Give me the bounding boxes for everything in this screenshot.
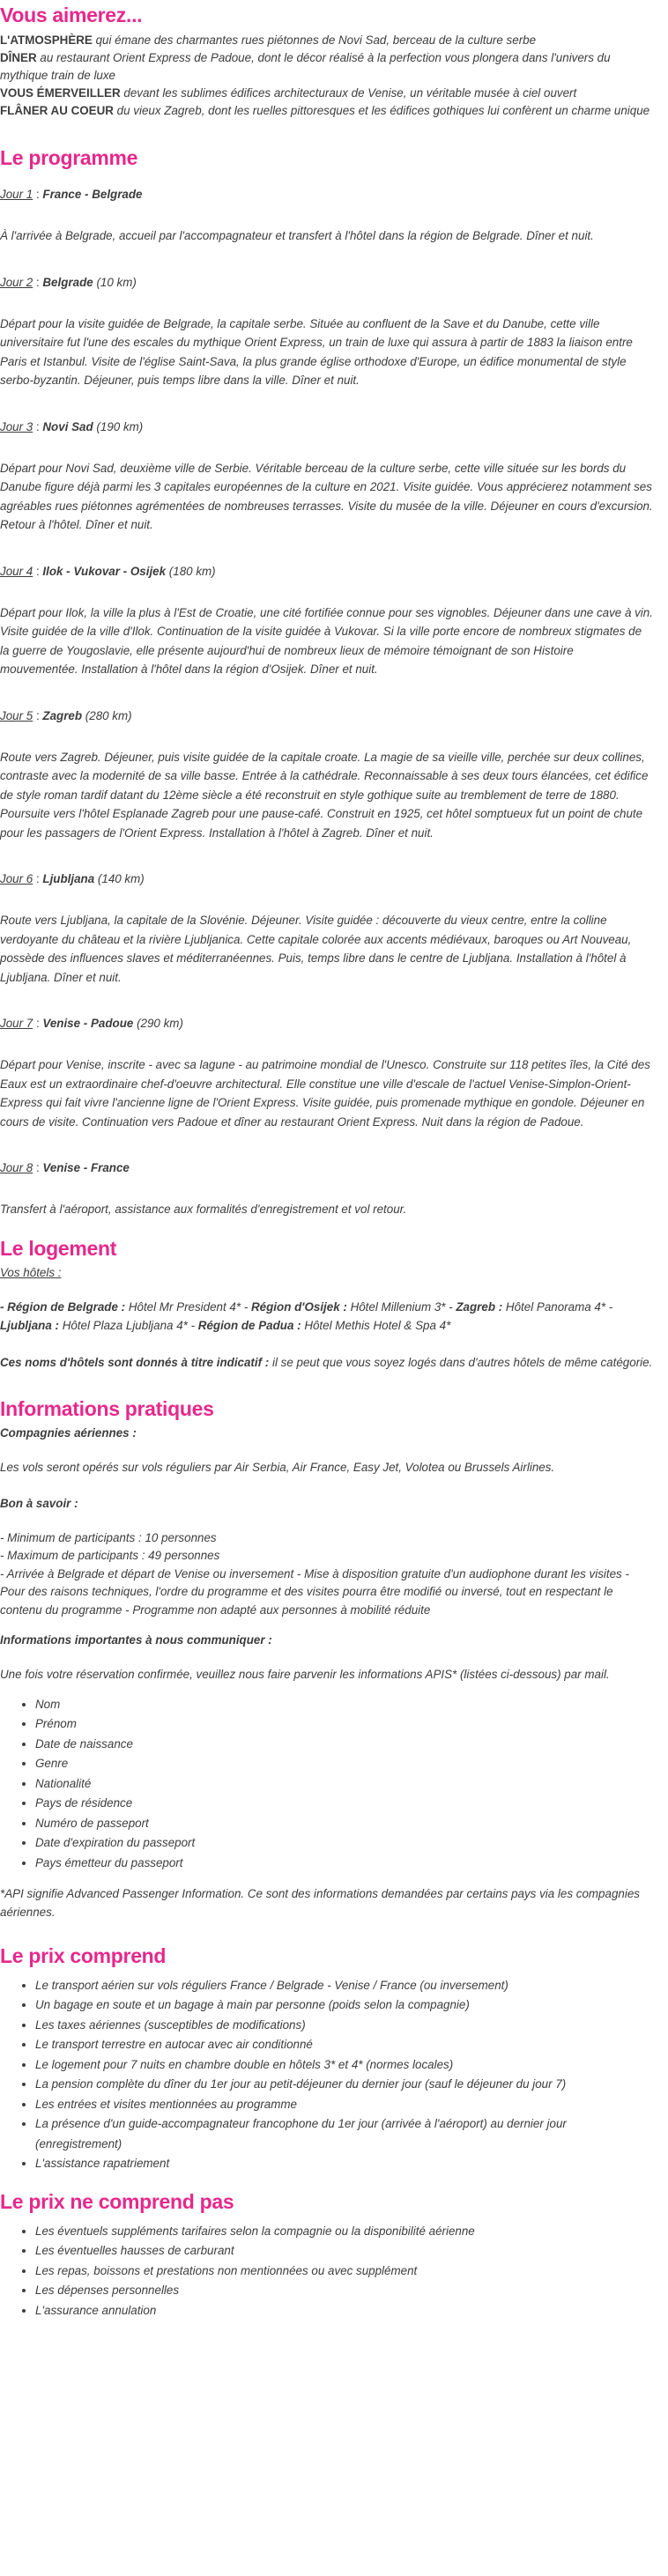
hotels-list	[0, 1299, 654, 1335]
list-item: • Les éventuels suppléments tarifaires selon la compagnie ou la disponibilité aérienne	[35, 2222, 654, 2242]
list-item: • Pays émetteur du passeport	[35, 1854, 654, 1874]
prix-ne-comprend-list	[0, 2222, 654, 2321]
list-item: • Les éventuelles hausses de carburant	[35, 2241, 654, 2261]
apis-list	[0, 1695, 654, 1874]
day-8	[0, 1159, 654, 1219]
day-number: Jour 2	[0, 275, 33, 289]
list-item: • La présence d'un guide-accompagnateur francophone du 1er jour (arrivée à l'aéroport) au dernier jour (enregistrement)	[35, 2114, 654, 2154]
hotel-region: Zagreb :	[452, 1300, 503, 1314]
list-item: • Genre	[35, 1754, 654, 1774]
day-text: Route vers Ljubljana, la capitale de la Slovénie. Déjeuner. Visite guidée : découverte du vieux centre, entre la colline verdoyante du château et la rivière Ljubljanica. Cette capitale colorée aux accents médiévaux, baroques ou Art Nouveau, possède des influences slaves et méditerranéennes. Puis, temps libre dans le centre de Ljubljana. Installation à l'hôtel à Ljubljana. Dîner et nuit.	[0, 914, 632, 984]
day-text: À l'arrivée à Belgrade, accueil par l'accompagnateur et transfert à l'hôtel dans la région de Belgrade. Dîner et nuit.	[0, 229, 594, 243]
prix-comprend-section	[0, 1944, 654, 2174]
day-number: Jour 3	[0, 419, 33, 433]
day-title: Jour 4 : Ilok - Vukovar - Osijek (180 km)	[0, 564, 216, 578]
hotel-name: Hôtel Methis Hotel & Spa 4*	[301, 1318, 451, 1332]
list-item: • Nom	[35, 1695, 654, 1715]
day-name: Novi Sad	[42, 419, 93, 433]
day-number: Jour 5	[0, 708, 33, 722]
day-4	[0, 563, 654, 679]
prix-ne-comprend-section	[0, 2190, 654, 2321]
intro-line	[0, 102, 654, 120]
list-item: • Les dépenses personnelles	[35, 2281, 654, 2301]
airlines-label: Compagnies aériennes :	[0, 1426, 137, 1440]
list-item: • Un bagage en soute et un bagage à main par personne (poids selon la compagnie)	[35, 1995, 654, 2016]
day-distance: (280 km)	[85, 708, 132, 722]
list-item: • Le transport aérien sur vols réguliers France / Belgrade - Venise / France (ou inversement)	[35, 1976, 654, 1996]
day-distance: (180 km)	[168, 564, 216, 578]
day-text: Départ pour Novi Sad, deuxième ville de Serbie. Véritable berceau de la culture serbe, cette ville située sur les bords du Danube figure déjà parmi les 3 capitales européennes de la culture en 2021. Visite guidée. Vous apprécierez notamment ses agréables rues piétonnes agrémentées de nombreuses terrasses. Visite du musée de la ville. Déjeuner en cours d'excursion. Retour à l'hôtel. Dîner et nuit.	[0, 461, 653, 532]
day-7	[0, 1015, 654, 1131]
day-name: Belgrade	[42, 275, 93, 289]
intro-line-text: qui émane des charmantes rues piétonnes de Novi Sad, berceau de la culture serbe	[92, 33, 537, 47]
day-text: Transfert à l'aéroport, assistance aux formalités d'enregistrement et vol retour.	[0, 1203, 407, 1217]
apis-note: *API signifie Advanced Passenger Information. Ce sont des informations demandées par certains pays via les compagnies aériennes.	[0, 1887, 640, 1919]
day-title: Jour 7 : Venise - Padoue (290 km)	[0, 1017, 183, 1031]
list-item: • Le transport terrestre en autocar avec air conditionné	[35, 2035, 654, 2055]
day-number: Jour 7	[0, 1017, 33, 1031]
day-5	[0, 707, 654, 843]
day-distance: (190 km)	[96, 419, 144, 433]
day-text: Départ pour la visite guidée de Belgrade, la capitale serbe. Située au confluent de la Save et du Danube, cette ville universitaire fut l'une des escales du mythique Orient Express, un train de luxe qui assura à partir de 1883 la liaison entre Paris et Istanbul. Visite de l'église Saint-Sava, la plus grande église orthodoxe d'Europe, un édifice monumental de style serbo-byzantin. Déjeuner, puis temps libre dans la ville. Dîner et nuit.	[0, 316, 633, 388]
infos-title: Informations pratiques	[0, 1396, 214, 1420]
day-6	[0, 870, 654, 987]
programme-title: Le programme	[0, 145, 138, 169]
hotel-region: Région d'Osijek :	[248, 1300, 347, 1314]
list-item: • Les entrées et visites mentionnées au programme	[35, 2095, 654, 2115]
day-name: Ilok - Vukovar - Osijek	[42, 564, 167, 578]
intro-line-text: du vieux Zagreb, dont les ruelles pittoresques et les édifices gothiques lui confèrent un charme unique	[113, 103, 650, 117]
hotel-name: Hôtel Millenium 3* -	[346, 1300, 453, 1314]
day-title: Jour 2 : Belgrade (10 km)	[0, 275, 137, 289]
day-title: Jour 8 : Venise - France	[0, 1161, 130, 1175]
intro-list	[0, 32, 654, 120]
list-item: • Les repas, boissons et prestations non mentionnées ou avec supplément	[35, 2261, 654, 2282]
day-title: Jour 3 : Novi Sad (190 km)	[0, 419, 144, 433]
intro-line	[0, 49, 654, 85]
intro-line	[0, 32, 654, 49]
prix-ne-comprend-title: Le prix ne comprend pas	[0, 2189, 234, 2213]
day-title: Jour 6 : Ljubljana (140 km)	[0, 872, 145, 886]
day-text: Départ pour Venise, inscrite - avec sa lagune - au patrimoine mondial de l'Unesco. Construite sur 118 petites îles, la Cité des Eaux est un extraordinaire chef-d'oeuvre architectural. Elle constitue une ville d'escale de l'actuel Venise-Simplon-Orient-Express qui fait vivre l'ancienne ligne de l'Orient Express. Visite guidée, puis promenade mythique en gondole. Déjeuner en cours de visite. Continuation vers Padoue et dîner au restaurant Orient Express. Nuit dans la région de Padoue.	[0, 1058, 650, 1129]
day-number: Jour 8	[0, 1161, 33, 1175]
day-text: Route vers Zagreb. Déjeuner, puis visite guidée de la capitale croate. La magie de sa vieille ville, perchée sur deux collines, contraste avec la modernité de sa ville basse. Entrée à la cathédrale. Reconnaissable à ses deux tours élancées, cet édifice de style roman tardif datant du 12ème siècle a été reconstruit en style gothique suite au tremblement de terre de 1880. Poursuite vers l'hôtel Esplanade Zagreb pour une pause-café. Construit en 1925, cet hôtel somptueux fut un point de chute pour les passagers de l'Orient Express. Installation à l'hôtel à Zagreb. Dîner et nuit.	[0, 750, 649, 840]
day-name: Venise - France	[42, 1161, 130, 1175]
day-2	[0, 274, 654, 390]
prix-comprend-title: Le prix comprend	[0, 1944, 167, 1968]
list-item: • Date d'expiration du passeport	[35, 1833, 654, 1854]
day-distance: (290 km)	[137, 1017, 183, 1031]
list-item: • Numéro de passeport	[35, 1814, 654, 1834]
day-1	[0, 186, 654, 246]
hotel-name: Hôtel Panorama 4* -	[502, 1300, 613, 1314]
day-distance: (10 km)	[96, 275, 137, 289]
list-item: • Les taxes aériennes (susceptibles de modifications)	[35, 2016, 654, 2036]
airlines-text: Les vols seront opérés sur vols réguliers par Air Serbia, Air France, Easy Jet, Volotea ou Brussels Airlines.	[0, 1461, 555, 1475]
hotel-region: Région de Padua :	[195, 1318, 301, 1332]
day-number: Jour 1	[0, 188, 33, 202]
list-item: • Prénom	[35, 1714, 654, 1735]
bon-line: - Maximum de participants : 49 personnes	[0, 1549, 220, 1563]
list-item: • L'assurance annulation	[35, 2301, 654, 2321]
day-title: Jour 1 : France - Belgrade	[0, 188, 143, 202]
hotel-name: Hôtel Plaza Ljubljana 4* -	[58, 1318, 196, 1332]
hotel-region: - Région de Belgrade :	[0, 1300, 126, 1314]
intro-line-text: devant les sublimes édifices architecturaux de Venise, un véritable musée à ciel ouvert	[120, 85, 577, 100]
list-item: • La pension complète du dîner du 1er jour au petit-déjeuner du dernier jour (sauf le déjeuner du jour 7)	[35, 2075, 654, 2095]
day-distance: (140 km)	[97, 872, 145, 886]
bon-line: - Minimum de participants : 10 personnes	[0, 1530, 217, 1544]
intro-line-bold: VOUS ÉMERVEILLER	[0, 85, 121, 100]
list-item: • Nationalité	[35, 1774, 654, 1795]
hotel-region: Ljubljana :	[0, 1318, 59, 1332]
list-item: • Date de naissance	[35, 1735, 654, 1755]
list-item: • L'assistance rapatriement	[35, 2154, 654, 2174]
intro-line	[0, 85, 654, 102]
day-name: Venise - Padoue	[42, 1017, 134, 1031]
list-item: • Pays de résidence	[35, 1794, 654, 1814]
intro-title: Vous aimerez...	[0, 4, 143, 26]
day-title: Jour 5 : Zagreb (280 km)	[0, 708, 132, 722]
intro-line-text: au restaurant Orient Express de Padoue, dont le décor réalisé à la perfection vous plongera dans l'univers du mythique train de luxe	[0, 50, 611, 82]
bon-line: - Arrivée à Belgrade et départ de Venise ou inversement - Mise à disposition gratuite d'un audiophone durant les visites - Pour des raisons techniques, l'ordre du programme et des visites pourra être modifié ou inversé, tout en respectant le contenu du programme - Programme non adapté aux personnes à mobilité réduite	[0, 1566, 629, 1617]
hotels-note	[0, 1354, 654, 1373]
intro-line-bold: DÎNER	[0, 50, 37, 64]
hotels-label: Vos hôtels :	[0, 1266, 62, 1280]
hotel-name: Hôtel Mr President 4* -	[125, 1300, 249, 1314]
hotels-note-bold: Ces noms d'hôtels sont donnés à titre indicatif :	[0, 1356, 270, 1370]
day-name: Zagreb	[42, 708, 83, 722]
list-item: • Le logement pour 7 nuits en chambre double en hôtels 3* et 4* (normes locales)	[35, 2055, 654, 2076]
important-label: Informations importantes à nous communiquer :	[0, 1633, 272, 1647]
day-3	[0, 418, 654, 535]
day-number: Jour 4	[0, 564, 33, 578]
intro-line-bold: L'ATMOSPHÈRE	[0, 33, 93, 47]
day-number: Jour 6	[0, 872, 33, 886]
hotels-note-text: il se peut que vous soyez logés dans d'autres hôtels de même catégorie.	[269, 1356, 653, 1370]
bon-label: Bon à savoir :	[0, 1496, 78, 1510]
day-text: Départ pour Ilok, la ville la plus à l'Est de Croatie, une cité fortifiée connue pour ses vignobles. Déjeuner dans une cave à vin. Visite guidée de la ville d'Ilok. Continuation de la visite guidée à Vukovar. Si la ville porte encore de nombreux stigmates de la guerre de Yougoslavie, elle présente aujourd'hui de nombreux lieux de mémoire témoignant de son Histoire mouvementée. Installation à l'hôtel dans la région d'Osijek. Dîner et nuit.	[0, 605, 653, 677]
day-name: Ljubljana	[42, 872, 95, 886]
prix-comprend-list	[0, 1976, 654, 2174]
intro-line-bold: FLÂNER AU COEUR	[0, 103, 114, 117]
day-name: France - Belgrade	[42, 188, 143, 202]
logement-title: Le logement	[0, 1236, 117, 1260]
important-text: Une fois votre réservation confirmée, veuillez nous faire parvenir les informations APIS* (listées ci-dessous) par mail.	[0, 1668, 610, 1682]
